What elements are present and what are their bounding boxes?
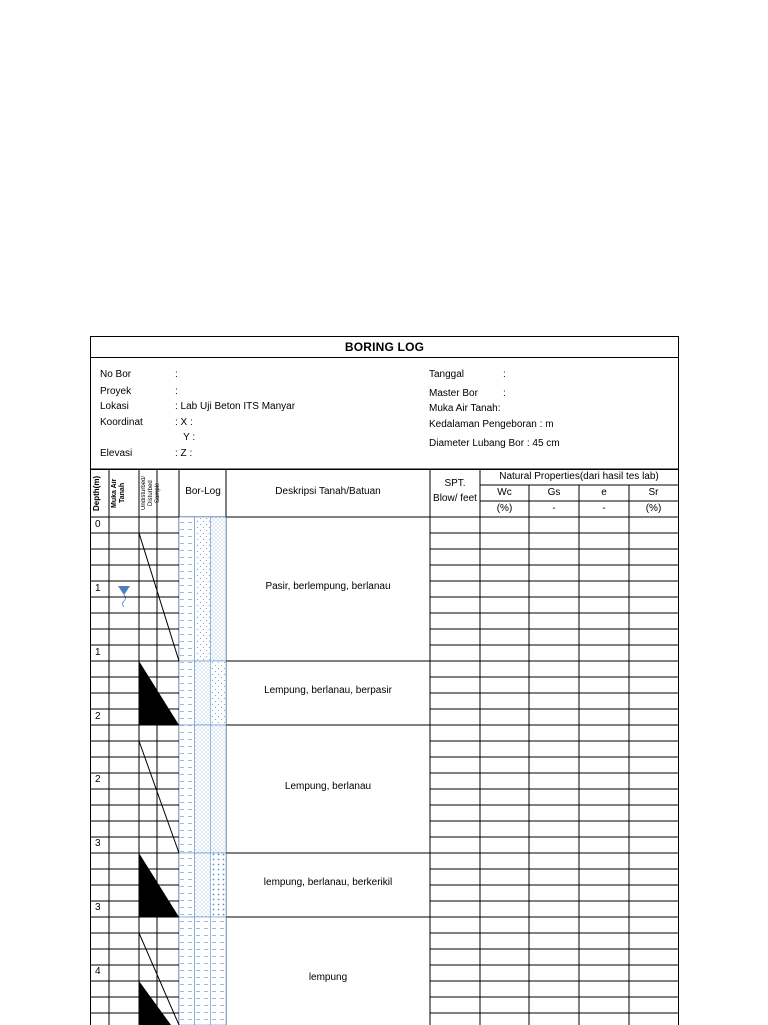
layer-description: Lempung, berlanau, berpasir: [264, 685, 392, 696]
col-natural-header: Natural Properties(dari hasil tes lab): [499, 471, 659, 482]
col-borlog-header: Bor-Log: [185, 486, 221, 497]
disturbed-sample-mark: [139, 981, 171, 1025]
depth-label: 1: [95, 583, 101, 594]
unit-sr: (%): [645, 503, 662, 514]
water-level-icon: [118, 586, 130, 595]
layer-description: Lempung, berlanau: [284, 781, 372, 792]
label-master-bor: Master Bor: [429, 388, 478, 399]
col-deskripsi-header: Deskripsi Tanah/Batuan: [275, 486, 381, 497]
label-no-bor: No Bor: [100, 369, 132, 380]
borlog-pattern: [210, 917, 226, 1025]
col-sample-header: Undisturbed/ Disturbed Sample: [141, 475, 161, 511]
value-lokasi: : Lab Uji Beton ITS Manyar: [175, 401, 296, 412]
sheet-title: BORING LOG: [91, 337, 678, 358]
boring-log-sheet: [90, 336, 679, 1025]
label-diameter: Diameter Lubang Bor : 45 cm: [429, 438, 560, 449]
depth-label: 2: [95, 711, 101, 722]
borlog-pattern: [195, 853, 211, 917]
undisturbed-sample-mark: [139, 741, 179, 853]
unit-wc: (%): [496, 503, 513, 514]
label-kedalaman: Kedalaman Pengeboran : m: [429, 419, 554, 430]
borlog-pattern: [179, 725, 195, 853]
borlog-pattern: [210, 853, 226, 917]
layer-description: Pasir, berlempung, berlanau: [265, 581, 391, 592]
borlog-pattern: [210, 661, 226, 725]
borlog-pattern: [179, 853, 195, 917]
borlog-pattern: [179, 517, 195, 661]
unit-e: -: [602, 503, 606, 514]
borlog-pattern: [210, 517, 226, 661]
unit-gs: -: [552, 503, 556, 514]
boring-log-grid: [91, 337, 678, 1025]
borlog-pattern: [179, 917, 195, 1025]
col-wc: Wc: [497, 487, 512, 498]
value-elevasi: : Z :: [175, 448, 193, 459]
depth-label: 4: [95, 966, 101, 977]
depth-label: 2: [95, 774, 101, 785]
depth-label: 3: [95, 902, 101, 913]
label-elevasi: Elevasi: [100, 448, 133, 459]
borlog-pattern: [195, 917, 211, 1025]
label-koordinat: Koordinat: [100, 417, 143, 428]
value-proyek: :: [175, 386, 178, 397]
label-lokasi: Lokasi: [100, 401, 129, 412]
depth-label: 3: [95, 838, 101, 849]
col-sr: Sr: [648, 487, 659, 498]
value-no-bor: :: [175, 369, 178, 380]
borlog-pattern: [195, 725, 211, 853]
depth-label: 0: [95, 519, 101, 530]
value-master-bor: :: [503, 388, 506, 399]
col-spt-header: SPT. Blow/ feet: [433, 478, 477, 504]
col-gs: Gs: [547, 487, 561, 498]
borlog-pattern: [210, 725, 226, 853]
label-muka-air: Muka Air Tanah:: [429, 403, 501, 414]
borlog-pattern: [195, 661, 211, 725]
borlog-pattern: [179, 661, 195, 725]
layer-description: lempung: [308, 972, 348, 983]
label-proyek: Proyek: [100, 386, 132, 397]
borlog-pattern: [195, 517, 211, 661]
layer-description: lempung, berlanau, berkerikil: [263, 877, 393, 888]
value-koordinat-y: Y :: [175, 432, 196, 443]
value-koordinat-x: : X :: [175, 417, 193, 428]
col-e: e: [601, 487, 607, 498]
depth-label: 1: [95, 647, 101, 658]
col-depth-header: Depth(m): [92, 475, 101, 511]
value-tanggal: :: [503, 369, 506, 380]
col-muka-air-header: Muka Air Tanah: [111, 478, 126, 508]
label-tanggal: Tanggal: [429, 369, 465, 380]
